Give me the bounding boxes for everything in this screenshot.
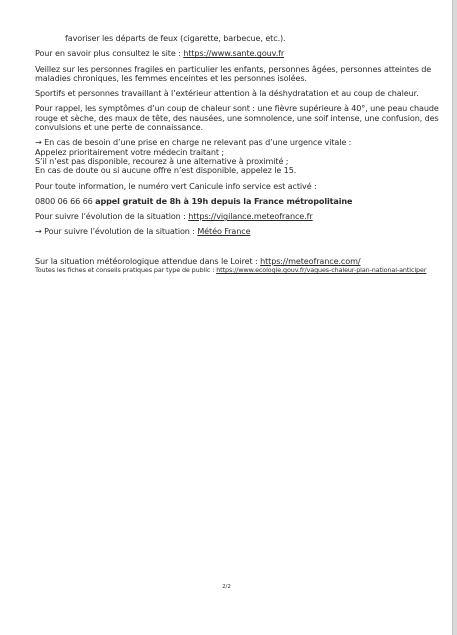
vigilance-link[interactable]: https://vigilance.meteofrance.fr [188,211,313,222]
fires-line: favoriser les départs de feux (cigarette, barbecue, etc.). [65,33,286,43]
page-content [35,34,447,280]
info-prefix: Pour en savoir plus consultez le site : [35,48,184,59]
fiches-line [35,266,447,274]
hotline-intro: Pour toute information, le numéro vert Canicule info service est activé : [35,180,317,191]
meteo-france-link[interactable]: Météo France [197,226,251,237]
care-line-1: → En cas de besoin d’une prise en charge ne relevant pas d’une urgence vitale : [35,137,352,148]
sante-link[interactable]: https://www.sante.gouv.fr [183,48,285,59]
care-line-4: En cas de doute ou si aucune offre n’est disponible, appelez le 15. [35,165,297,176]
meteofrance-link[interactable]: https://meteofrance.com/ [260,255,361,266]
fiches-prefix: Toutes les fiches et conseils pratiques par type de public : [35,266,217,275]
symptoms-paragraph: Pour rappel, les symptômes d’un coup de chaleur sont : une fièvre supérieure à 40°, une peau chaude rouge et sèche, des maux de tête, des nausées, une somnolence, une soif intense, une confusion, des convulsions et une perte de connaissance. [35,103,439,133]
info-paragraph [35,49,447,58]
spacer [35,243,447,257]
meteo-line [35,227,447,236]
vigilance-line [35,212,447,221]
care-line-2: Appelez prioritairement votre médecin traitant ; [35,146,225,157]
page-number: 2/2 [222,584,231,590]
care-line-3: S’il n’est pas disponible, recourez à une alternative à proximité ; [35,155,289,166]
ecologie-link[interactable]: https://www.ecologie.gouv.fr/vagues-chaleur-plan-national-anticiper [216,266,427,275]
hotline-line [35,197,447,206]
meteo-prefix: → Pour suivre l’évolution de la situation : [35,226,198,237]
hotline-hours: appel gratuit de 8h à 19h depuis la France métropolitaine [95,195,353,206]
fragile-paragraph: Veillez sur les personnes fragiles en particulier les enfants, personnes âgées, personnes atteintes de maladies chroniques, les femmes enceintes et les personnes isolées. [35,63,432,83]
loiret-prefix: Sur la situation météorologique attendue dans le Loiret : [35,255,261,266]
hotline-number: 0800 06 66 66 [35,195,96,206]
workers-paragraph: Sportifs et personnes travaillant à l’extérieur attention à la déshydratation et au coup de chaleur. [35,88,419,99]
loiret-line [35,257,447,266]
vigilance-prefix: Pour suivre l’évolution de la situation : [35,211,189,222]
care-block [35,138,447,175]
